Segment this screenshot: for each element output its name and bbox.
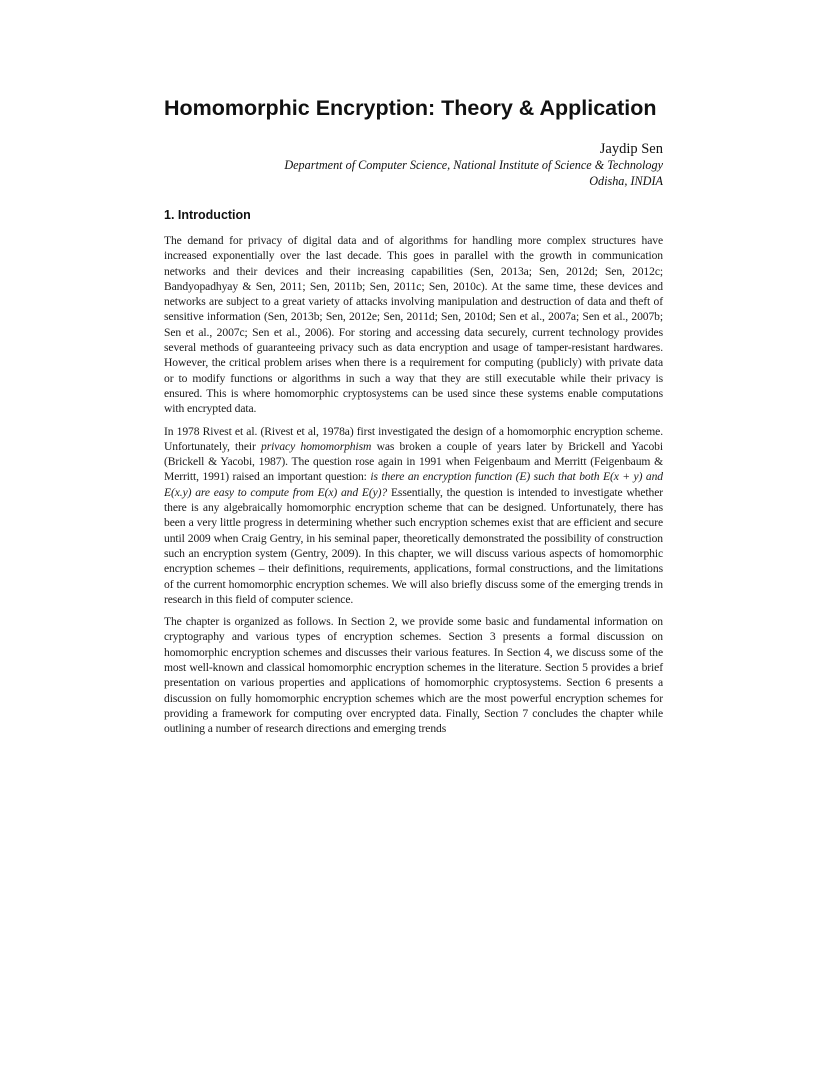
section-heading: 1. Introduction	[164, 208, 251, 222]
paragraph-2	[164, 424, 663, 608]
author-name: Jaydip Sen	[599, 141, 663, 157]
body-text	[164, 233, 663, 737]
paragraph-2-emphasis-question: is there an encryption function (E) such that both E(x + y) and E(x.y) are easy to compute from E(x) and E(y)?	[164, 470, 663, 499]
paragraph-2-part-e: Essentially, the question is intended to investigate whether there is any algebraically homomorphic encryption scheme that can be designed. Unfortunately, there has been a very little progress in determining whether such encryption schemes exist that are efficient and secure until 2009 when Craig Gentry, in his seminal paper, theoretically demonstrated the possibility of construction such an encryption system (Gentry, 2009). In this chapter, we will discuss various aspects of homomorphic encryption schemes – their definitions, requirements, applications, formal constructions, and the limitations of the current homomorphic encryption schemes. We will also briefly discuss some of the emerging trends in research in this field of computer science.	[164, 485, 664, 606]
paper-title: Homomorphic Encryption: Theory & Application	[164, 96, 657, 120]
paragraph-1: The demand for privacy of digital data and of algorithms for handling more complex structures have increased exponentially over the last decade. This goes in parallel with the growth in communication networks and their devices and their increasing capabilities (Sen, 2013a; Sen, 2012d; Sen, 2012c; Bandyopadhyay & Sen, 2011; Sen, 2011b; Sen, 2011c; Sen, 2010c). At the same time, these devices and networks are subject to a great variety of attacks involving manipulation and destruction of data and theft of sensitive information (Sen, 2013b; Sen, 2012e; Sen, 2011d; Sen, 2010d; Sen et al., 2007a; Sen et al., 2007b; Sen et al., 2007c; Sen et al., 2006). For storing and accessing data securely, current technology provides several methods of guaranteeing privacy such as data encryption and usage of tamper-resistant hardwares. However, the critical problem arises when there is a requirement for computing (publicly) with private data or to modify functions or algorithms in such a way that they are still executable while their privacy is ensured. This is where homomorphic cryptosystems can be used since these systems enable computations with encrypted data.	[164, 234, 663, 416]
affiliation-line-1: Department of Computer Science, National Institute of Science & Technology	[284, 158, 663, 172]
author-location	[589, 173, 663, 190]
author-affiliation	[284, 157, 663, 174]
paragraph-2-part-a: In 1978 Rivest et al. (Rivest et al, 1978a) first investigated the design of a homomorphic encryption scheme. Unfortunately, their	[164, 424, 663, 453]
paragraph-2-emphasis-term: privacy homomorphism	[261, 439, 372, 453]
paragraph-3: The chapter is organized as follows. In Section 2, we provide some basic and fundamental information on cryptography and various types of encryption schemes. Section 3 presents a formal discussion on homomorphic encryption schemes and discusses their various features. In Section 4, we discuss some of the most well-known and classical homomorphic encryption schemes in the literature. Section 5 provides a brief presentation on various properties and applications of homomorphic cryptosystems. Section 6 presents a discussion on fully homomorphic encryption schemes which are the most powerful encryption schemes for providing a framework for computing over encrypted data. Finally, Section 7 concludes the chapter while outlining a number of research directions and emerging trends	[164, 615, 663, 736]
affiliation-line-2: Odisha, INDIA	[589, 174, 663, 188]
paragraph-2-part-c: was broken a couple of years later by Brickell and Yacobi (Brickell & Yacobi, 1987). The question rose again in 1991 when Feigenbaum and Merritt (Feigenbaum & Merritt, 1991) raised an important question:	[164, 439, 663, 484]
